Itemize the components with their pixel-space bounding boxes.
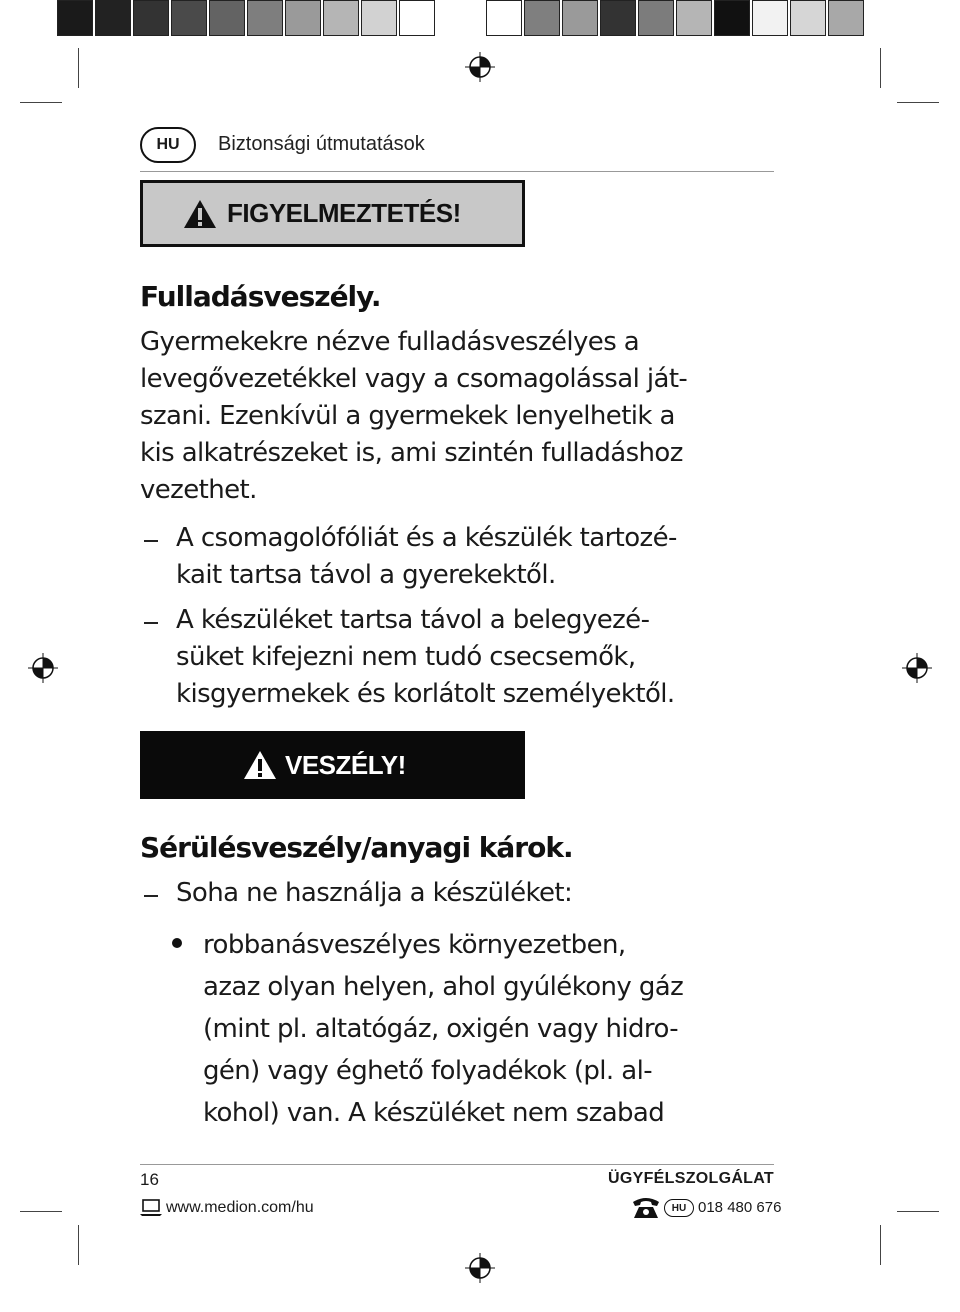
color-swatch [638,0,674,36]
color-swatch [752,0,788,36]
laptop-icon [140,1199,162,1217]
color-bar-right [486,0,866,40]
registration-mark-icon [902,653,932,683]
warning-triangle-icon [243,750,277,780]
page-number: 16 [140,1170,159,1189]
phone-number: 018 480 676 [698,1199,782,1216]
color-swatch [524,0,560,36]
crop-mark [880,48,881,88]
text-line: gén) vagy éghető folyadékok (pl. al- [203,1056,653,1086]
text-line: (mint pl. altatógáz, oxigén vagy hidro- [203,1014,679,1044]
color-swatch [600,0,636,36]
text-line: azaz olyan helyen, ahol gyúlékony gáz [203,972,684,1002]
registration-mark-icon [465,1253,495,1283]
registration-mark-icon [465,52,495,82]
text-line: kohol) van. A készüléket nem szabad [203,1098,665,1128]
color-swatch [171,0,207,36]
crop-mark [897,102,939,103]
crop-mark [78,48,79,88]
danger-heading: Sérülésveszély/anyagi károk. [140,831,573,864]
color-swatch [399,0,435,36]
text-line: süket kifejezni nem tudó csecsemők, [176,642,636,672]
text-line: levegővezetékkel vagy a csomagolással ját- [140,364,688,394]
language-badge: HU [140,127,196,163]
crop-mark [20,102,62,103]
color-swatch [790,0,826,36]
text-line: kis alkatrészeket is, ami szintén fulladáshoz [140,438,683,468]
crop-mark [897,1211,939,1212]
text-line: A csomagolófóliát és a készülék tartozé- [176,523,677,553]
color-swatch [209,0,245,36]
crop-mark [880,1225,881,1265]
warning-heading: Fulladásveszély. [140,280,381,313]
text-line: Gyermekekre nézve fulladásveszélyes a [140,327,640,357]
section-title: Biztonsági útmutatások [218,133,425,155]
text-line: A készüléket tartsa távol a belegyezé- [176,605,650,635]
text-line: robbanásveszélyes környezetben, [203,930,626,960]
warning-label: FIGYELMEZTETÉS! [227,198,461,228]
color-swatch [562,0,598,36]
color-bar-left [57,0,437,40]
color-swatch [57,0,93,36]
footer-divider [140,1164,774,1165]
header-divider [140,171,774,172]
danger-label: VESZÉLY! [285,749,406,780]
color-swatch [828,0,864,36]
text-line: kisgyermekek és korlátolt személyektől. [176,679,675,709]
color-swatch [285,0,321,36]
warning-item-1 [176,520,677,594]
crop-mark [20,1211,62,1212]
bullet-marker [172,938,182,948]
color-swatch [486,0,522,36]
phone-icon [631,1196,661,1220]
text-line: kait tartsa távol a gyerekektől. [176,560,556,590]
color-swatch [323,0,359,36]
color-swatch [247,0,283,36]
warning-item-2 [176,602,675,713]
warning-triangle-icon [183,199,217,229]
website-link[interactable]: www.medion.com/hu [166,1199,314,1216]
warning-paragraph [140,324,687,509]
service-title: ÜGYFÉLSZOLGÁLAT [608,1170,774,1187]
registration-mark-icon [28,653,58,683]
color-swatch [133,0,169,36]
color-swatch [676,0,712,36]
text-line: vezethet. [140,475,257,505]
color-swatch [361,0,397,36]
color-swatch [714,0,750,36]
danger-item: Soha ne használja a készüléket: [176,878,573,908]
crop-mark [78,1225,79,1265]
dash-marker [144,622,158,624]
warning-box [140,180,525,247]
danger-box [140,731,525,799]
color-swatch [95,0,131,36]
danger-bullet-item [203,924,683,1134]
language-badge-small: HU [664,1199,694,1217]
dash-marker [144,540,158,542]
text-line: szani. Ezenkívül a gyermekek lenyelhetik a [140,401,675,431]
dash-marker [144,895,158,897]
